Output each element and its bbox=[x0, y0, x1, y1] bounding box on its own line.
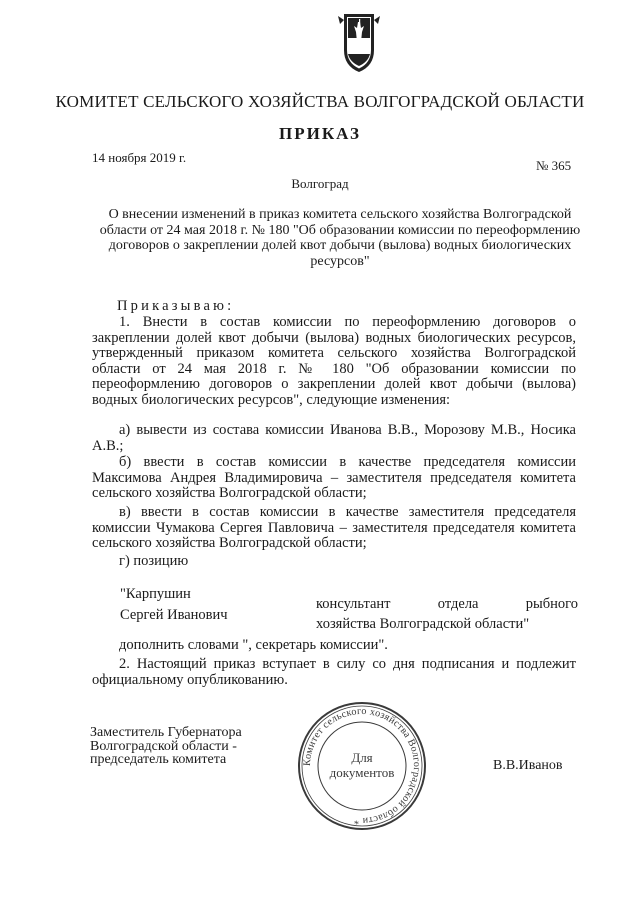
paragraph-1v: в) ввести в состав комиссии в качестве заместителя председателя комиссии Чумакова Сергея Павловича – заместителя председателя комитета сельского хозяйства Волгоградской области; bbox=[92, 504, 576, 551]
paragraph-1g: г) позицию bbox=[119, 553, 189, 569]
coat-of-arms-emblem bbox=[304, 10, 414, 82]
official-stamp bbox=[296, 700, 428, 832]
supplement-text: дополнить словами ", секретарь комиссии". bbox=[119, 637, 388, 653]
paragraph-1: 1. Внести в состав комиссии по переоформлению договоров о закреплении долей квот добычи (вылова) водных биологических ресурсов, утвержденный приказом комитета сельского хозяйства Волгоградской области от 24 мая 2018 г. № 180 "Об образовании комиссии по переоформлению договоров о закреплении долей квот добычи (вылова) водных биологических ресурсов", следующие изменения: bbox=[92, 314, 576, 408]
signatory-title-line1: Заместитель Губернатора bbox=[90, 725, 242, 740]
stamp-center-line1: Для bbox=[351, 750, 373, 765]
signatory-title bbox=[90, 726, 242, 767]
volgograd-coat-of-arms-icon bbox=[304, 10, 414, 82]
paragraph-1b: б) ввести в состав комиссии в качестве председателя комиссии Максимова Андрея Владимировича – заместителя председателя комитета сельского хозяйства Волгоградской области; bbox=[92, 454, 576, 501]
signatory-name: В.В.Иванов bbox=[493, 758, 563, 773]
document-number: № 365 bbox=[536, 158, 572, 173]
document-city: Волгоград bbox=[291, 176, 349, 191]
member-surname: "Карпушин bbox=[120, 586, 191, 602]
document-subject: О внесении изменений в приказ комитета сельского хозяйства Волгоградской области от 24 мая 2018 г. № 180 "Об образовании комиссии по переоформлению договоров о закреплении долей квот добычи (вылова) водных биологических ресурсов" bbox=[99, 207, 581, 269]
paragraph-1a: а) вывести из состава комиссии Иванова В.В., Морозову М.В., Носика А.В.; bbox=[92, 422, 576, 454]
member-position bbox=[316, 594, 578, 634]
member-given-names: Сергей Иванович bbox=[120, 607, 228, 623]
document-type-title: ПРИКАЗ bbox=[279, 124, 361, 143]
member-name bbox=[120, 584, 228, 626]
signatory-title-line2: Волгоградской области - bbox=[90, 738, 237, 754]
document-date: 14 ноября 2019 г. bbox=[92, 150, 187, 165]
organization-title: КОМИТЕТ СЕЛЬСКОГО ХОЗЯЙСТВА ВОЛГОГРАДСКОЙ ОБЛАСТИ bbox=[55, 92, 585, 111]
signatory-title-line3: председатель комитета bbox=[90, 752, 227, 767]
order-heading: Приказываю: bbox=[117, 298, 235, 314]
member-position-line1: консультант отдела рыбного bbox=[316, 596, 578, 612]
member-position-line2: хозяйства Волгоградской области" bbox=[316, 616, 530, 632]
stamp-center-line2: документов bbox=[329, 765, 395, 780]
paragraph-2: 2. Настоящий приказ вступает в силу со дня подписания и подлежит официальному опубликованию. bbox=[92, 656, 576, 688]
stamp-seal-icon bbox=[296, 700, 428, 832]
stamp-ring-text: Комитет сельского хозяйства Волгоградской области * bbox=[301, 705, 423, 827]
